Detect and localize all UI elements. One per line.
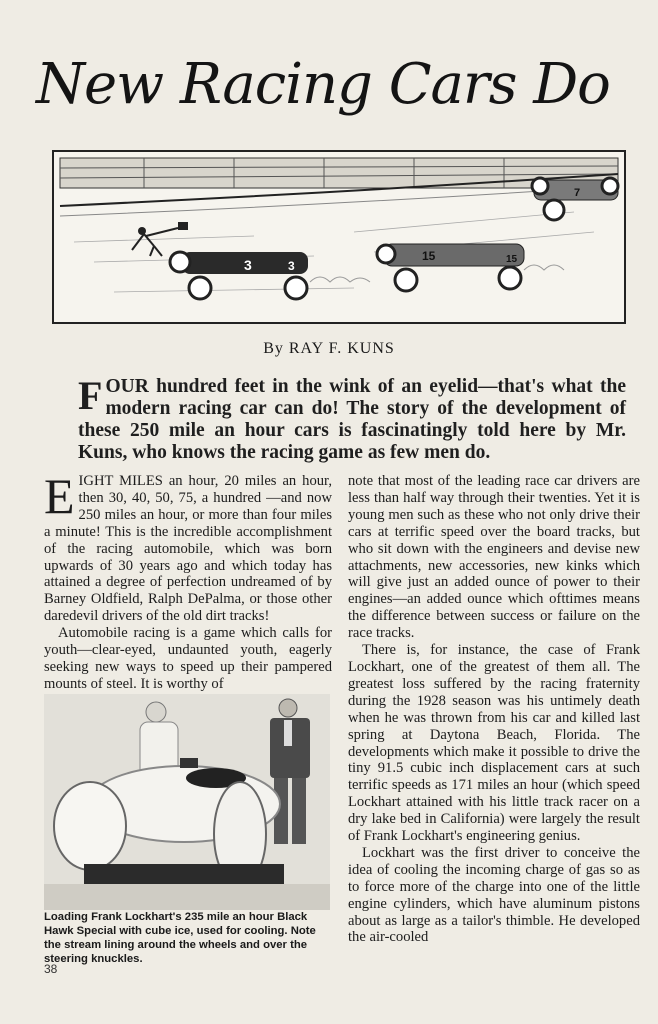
page-number: 38 [44, 962, 58, 976]
car-number-15-rear: 15 [506, 254, 518, 265]
car-number-7: 7 [574, 187, 581, 199]
paragraph [44, 468, 332, 625]
article-column-right [348, 473, 640, 946]
article-column-left [44, 468, 332, 693]
racing-illustration [52, 150, 626, 324]
racing-illustration-drawing [54, 152, 624, 322]
lockhart-photo [44, 694, 330, 910]
page-title: New Racing Cars Do [36, 52, 610, 117]
car-7-drawing [532, 178, 618, 220]
intro-text: OUR hundred feet in the wink of an eyelid—that's what the modern racing car can do! The story of the development of these 250 mile an hour cars is fascinatingly told here by Mr. Kuns, who knows the racing game as few men do. [78, 376, 626, 463]
intro-drop-cap: F [78, 373, 103, 418]
paragraph: Lockhart was the first driver to conceive the idea of cooling the incoming charge of gas so as to force more of the charge into one of the little engine cylinders, which have aluminum pistons about as large as a tailor's thimble. He developed the air-cooled [348, 844, 640, 946]
paragraph: Automobile racing is a game which calls for youth—clear-eyed, undaunted youth, eagerly seeking new ways to speed up their pampered mounts of steel. It is worthy of [44, 625, 332, 692]
car-number-3: 3 [244, 257, 252, 273]
car-number-3-rear: 3 [288, 259, 295, 273]
lockhart-photo-image [44, 694, 330, 910]
photo-caption: Loading Frank Lockhart's 235 mile an hour Black Hawk Special with cube ice, used for cooling. Note the stream lining around the wheels and over the steering knuckles. [44, 911, 316, 965]
body-drop-cap: E [44, 468, 75, 524]
paragraph-text: IGHT MILES an hour, 20 miles an hour, then 30, 40, 50, 75, a hundred —and now 250 miles an hour, or more than four miles a minute! This is the incredible accomplishment of the racing automobile, which was born upwards of 30 years ago and which today has attained a degree of perfection undreamed of by Barney Oldfield, Ralph DePalma, or those other daredevil drivers of the old dirt tracks! [44, 473, 332, 625]
paragraph: note that most of the leading race car drivers are less than half way through their twenties. Yet it is young men such as these who not only drive their cars at terrific speed over the board tracks, but who sit down with the engineers and devise new attachments, new accessories, new kinks which will give just an added ounce of power to their engines—an added ounce which ofttimes means the difference between success or failure on the race tracks. [348, 473, 640, 642]
car-15-drawing [377, 244, 524, 291]
byline: By RAY F. KUNS [263, 340, 395, 357]
car-number-15: 15 [422, 249, 436, 263]
intro-paragraph [78, 373, 626, 464]
car-3-drawing [170, 252, 308, 299]
paragraph: There is, for instance, the case of Frank Lockhart, one of the greatest of them all. The greatest loss suffered by the racing fraternity during the 1928 season was his untimely death when he was thrown from his car and killed last spring at Daytona Beach, Florida. The developments which make it possible to drive the tiny 91.5 cubic inch displacement cars at such terrific speeds as 171 miles an hour (which speed Lockhart attained with his little track racer on a dry lake bed in California) were largely the result of Frank Lockhart's engineering genius. [348, 642, 640, 845]
